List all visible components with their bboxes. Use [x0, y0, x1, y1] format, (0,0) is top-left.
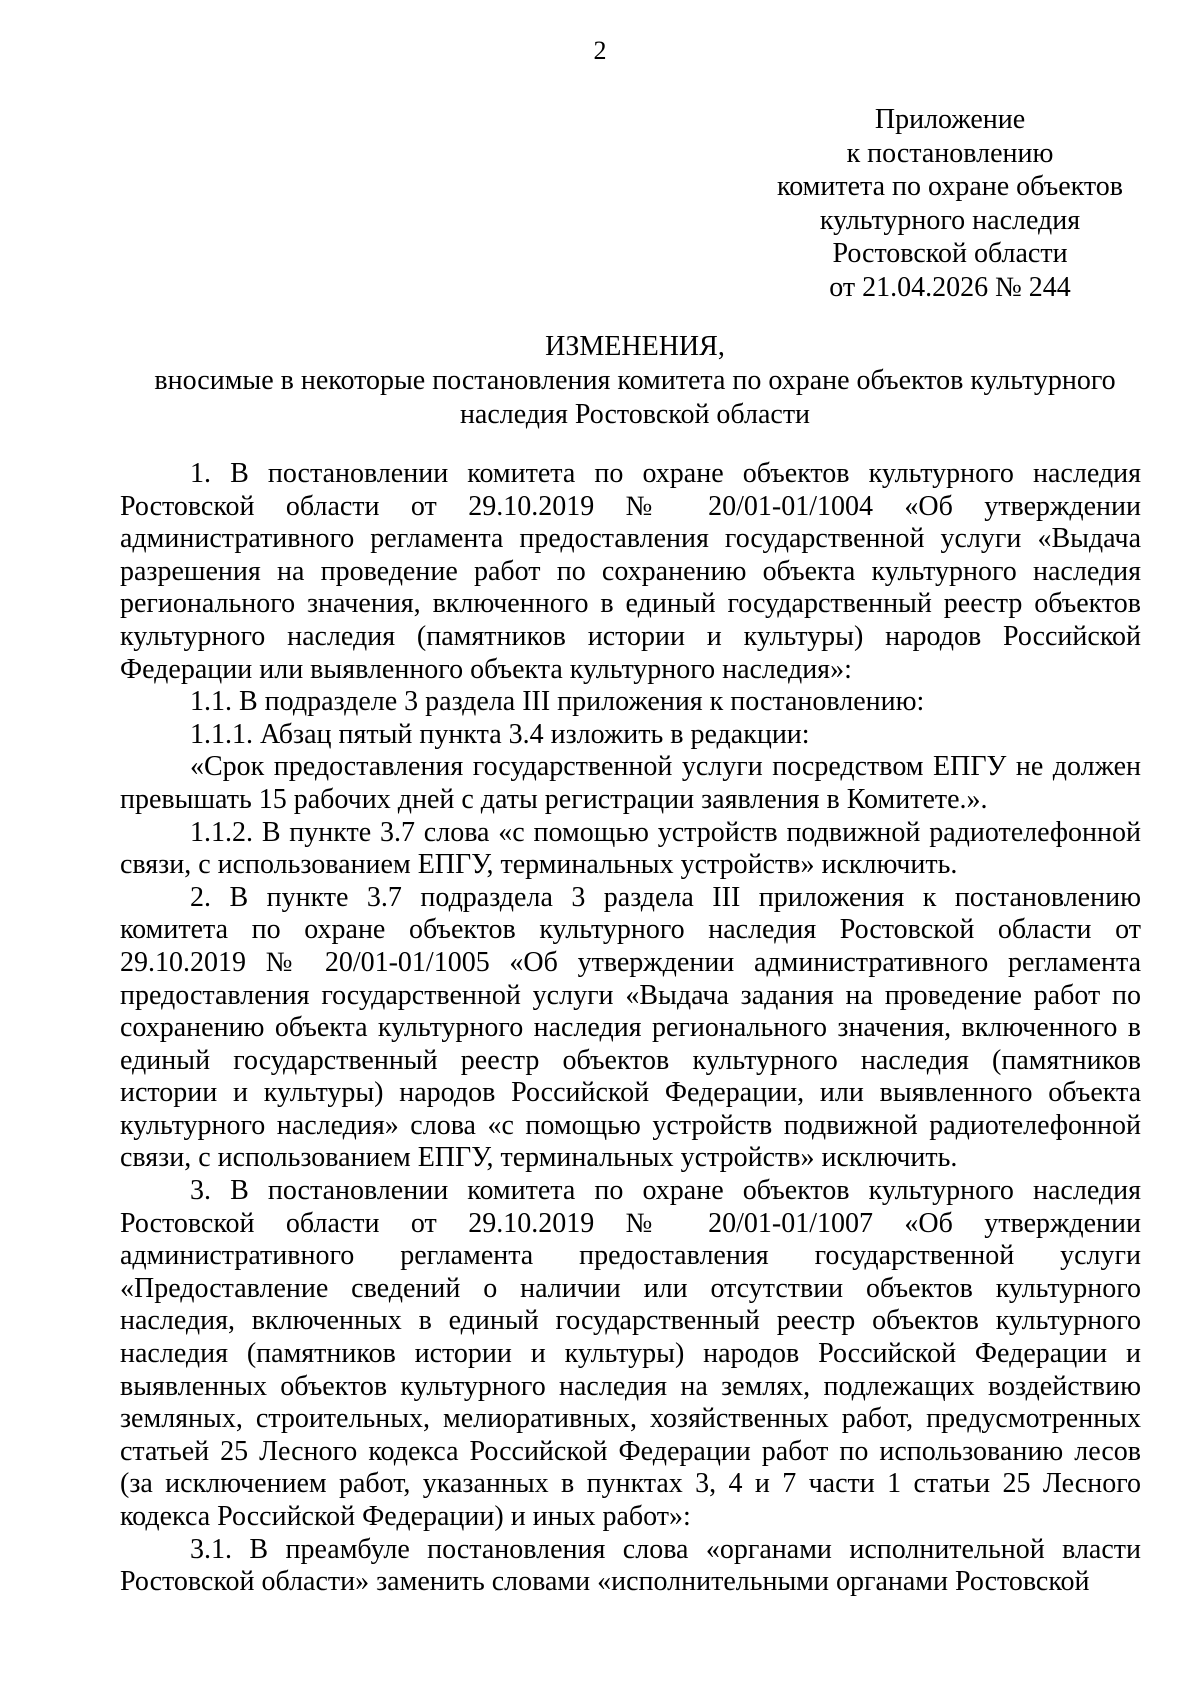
paragraph-1-1-1: 1.1.1. Абзац пятый пункта 3.4 изложить в редакции: [190, 718, 810, 750]
paragraph-3: 3. В постановлении комитета по охране объектов культурного наследия Ростовской области от 29.10.2019 № 20/01-01/1007 «Об утверждении административного регламента предоставления государственной услуги «Предоставление сведений о наличии или отсутствии объектов культурного наследия, включенных в единый государственный реестр объектов культурного наследия (памятников истории и культуры) народов Российской Федерации и выявленных объектов культурного наследия на землях, подлежащих воздействию земляных, строительных, мелиоративных, хозяйственных работ, предусмотренных статьей 25 Лесного кодекса Российской Федерации работ по использованию лесов (за исключением работ, указанных в пунктах 3, 4 и 7 части 1 статьи 25 Лесного кодекса Российской Федерации) и иных работ»: [120, 1175, 1141, 1532]
paragraph-3-1: 3.1. В преамбуле постановления слова «органами исполнительной власти Ростовской области» заменить словами «исполнительными органами Ростовской [120, 1533, 1141, 1598]
appendix-line: к постановлению [846, 137, 1054, 169]
appendix-line: культурного наследия [819, 204, 1081, 236]
appendix-line: от 21.04.2026 № 244 [829, 271, 1071, 303]
paragraph-2: 2. В пункте 3.7 подраздела 3 раздела III приложения к постановлению комитета по охране объектов культурного наследия Ростовской области от 29.10.2019 № 20/01-01/1005 «Об утверждении административного регламента предоставления государственной услуги «Выдача задания на проведение работ по сохранению объекта культурного наследия регионального значения, включенного в единый государственный реестр объектов культурного наследия (памятников истории и культуры) народов Российской Федерации, или выявленного объекта культурного наследия» слова «с помощью устройств подвижной радиотелефонной связи, с использованием ЕПГУ, терминальных устройств» исключить. [120, 881, 1141, 1174]
appendix-line: Ростовской области [832, 238, 1068, 269]
appendix-block [760, 103, 1140, 304]
appendix-line: комитета по охране объектов [777, 171, 1123, 202]
document-title-block [120, 330, 1150, 432]
document-subtitle-line: наследия Ростовской области [459, 399, 811, 430]
document-subtitle-line: вносимые в некоторые постановления комитета по охране объектов культурного [154, 365, 1116, 396]
paragraph-1: 1. В постановлении комитета по охране объектов культурного наследия Ростовской области от 29.10.2019 № 20/01-01/1004 «Об утверждении административного регламента предоставления государственной услуги «Выдача разрешения на проведение работ по сохранению объекта культурного наследия регионального значения, включенного в единый государственный реестр объектов культурного наследия (памятников истории и культуры) народов Российской Федерации или выявленного объекта культурного наследия»: [120, 458, 1141, 685]
paragraph-1-1: 1.1. В подразделе 3 раздела III приложения к постановлению: [190, 686, 925, 718]
appendix-line: Приложение [874, 104, 1026, 135]
paragraph-quote: «Срок предоставления государственной услуги посредством ЕПГУ не должен превышать 15 рабочих дней с даты регистрации заявления в Комитете.». [120, 751, 1141, 815]
paragraph-1-1-2: 1.1.2. В пункте 3.7 слова «с помощью устройств подвижной радиотелефонной связи, с использованием ЕПГУ, терминальных устройств» исключить. [120, 816, 1141, 881]
document-body [120, 458, 1141, 1599]
page-number: 2 [593, 36, 607, 65]
document-heading: ИЗМЕНЕНИЯ, [545, 331, 725, 362]
